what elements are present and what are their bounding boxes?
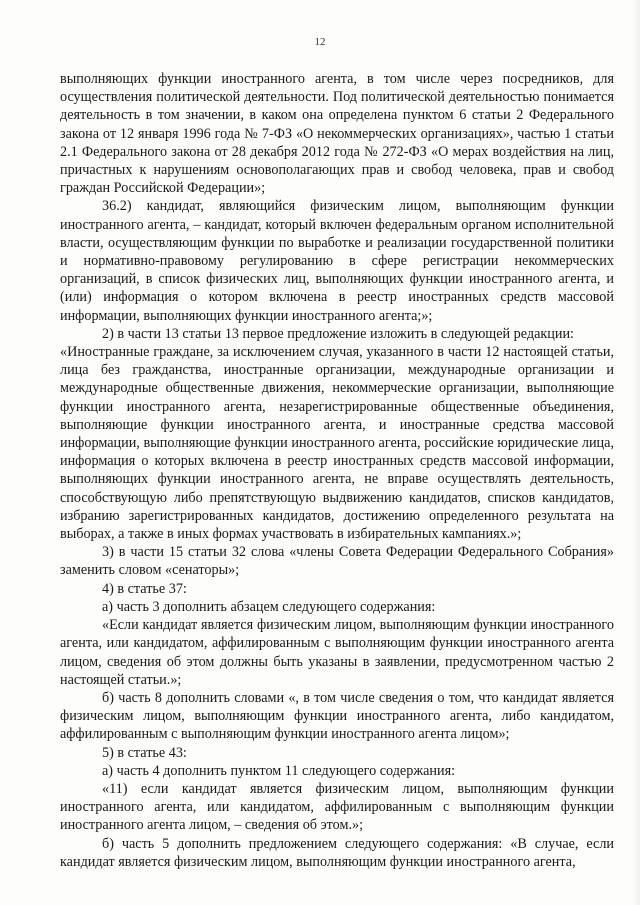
paragraph-item-2: 2) в части 13 статьи 13 первое предложение изложить в следующей редакции: [102, 325, 574, 342]
paragraph-item-4b: б) часть 8 дополнить словами «, в том числе сведения о том, что кандидат является физическим лицом, выполняющим функции иностранного агента, либо кандидатом, аффилированным с выполняющим функции иностранного агента лицом»; [60, 689, 614, 743]
paragraph-item-5b: б) часть 5 дополнить предложением следующего содержания: «В случае, если кандидат является физическим лицом, выполняющим функции иностранного агента, [60, 835, 614, 870]
page-number: 12 [314, 36, 326, 48]
paragraph-item-5: 5) в статье 43: [102, 744, 187, 761]
document-body [60, 70, 614, 871]
paragraph-quote-item-11: «11) если кандидат является физическим лицом, выполняющим функции иностранного агента, или кандидатом, аффилированным с выполняющим функции иностранного агента лицом, – сведения об этом.»; [60, 780, 614, 834]
paragraph-item-3: 3) в части 15 статьи 32 слова «члены Совета Федерации Федерального Собрания» заменить словом «сенаторы»; [60, 544, 614, 579]
paragraph-item-4: 4) в статье 37: [102, 580, 187, 597]
paragraph-item-4a: а) часть 3 дополнить абзацем следующего содержания: [102, 598, 436, 615]
paragraph-quote-candidate: «Если кандидат является физическим лицом, выполняющим функции иностранного агента, или кандидатом, аффилированным с выполняющим функции иностранного агента лицом, сведения об этом должны быть указаны в заявлении, предусмотренном частью 2 настоящей статьи.»; [60, 617, 614, 688]
page-edge-shadow [632, 0, 640, 905]
paragraph-item-5a: а) часть 4 дополнить пунктом 11 следующего содержания: [102, 762, 456, 779]
paragraph-item-36-2: 36.2) кандидат, являющийся физическим лицом, выполняющим функции иностранного агента, – кандидат, который включен федеральным органом исполнительной власти, осуществляющим функции по выработке и реализации государственной политики и нормативно-правовому регулированию в сфере регистрации некоммерческих организаций, в список физических лиц, выполняющих функции иностранного агента, и (или) информация о котором включена в реестр иностранных средств массовой информации, выполняющих функции иностранного агента;»; [60, 198, 614, 324]
paragraph-continuation: выполняющих функции иностранного агента, в том числе через посредников, для осуществления политической деятельности. Под политической деятельностью понимается деятельность в том значении, в каком она определена пунктом 6 статьи 2 Федерального закона от 12 января 1996 года № 7-ФЗ «О некоммерческих организациях», частью 1 статьи 2.1 Федерального закона от 28 декабря 2012 года № 272-ФЗ «О мерах воздействия на лиц, причастных к нарушениям основополагающих прав и свобод человека, прав и свобод граждан Российской Федерации»; [60, 71, 614, 197]
paragraph-quote-foreign-citizens: «Иностранные граждане, за исключением случая, указанного в части 12 настоящей статьи, лица без гражданства, иностранные организации, международные организации и международные общественные движения, некоммерческие организации, выполняющие функции иностранного агента, незарегистрированные общественные объединения, выполняющие функции иностранного агента, и иностранные средства массовой информации, выполняющие функции иностранного агента, российские юридические лица, информация о которых включена в реестр иностранных средств массовой информации, выполняющих функции иностранного агента, не вправе осуществлять деятельность, способствующую либо препятствующую выдвижению кандидатов, списков кандидатов, избранию зарегистрированных кандидатов, достижению определенного результата на выборах, а также в иных формах участвовать в избирательных кампаниях.»; [60, 344, 614, 543]
